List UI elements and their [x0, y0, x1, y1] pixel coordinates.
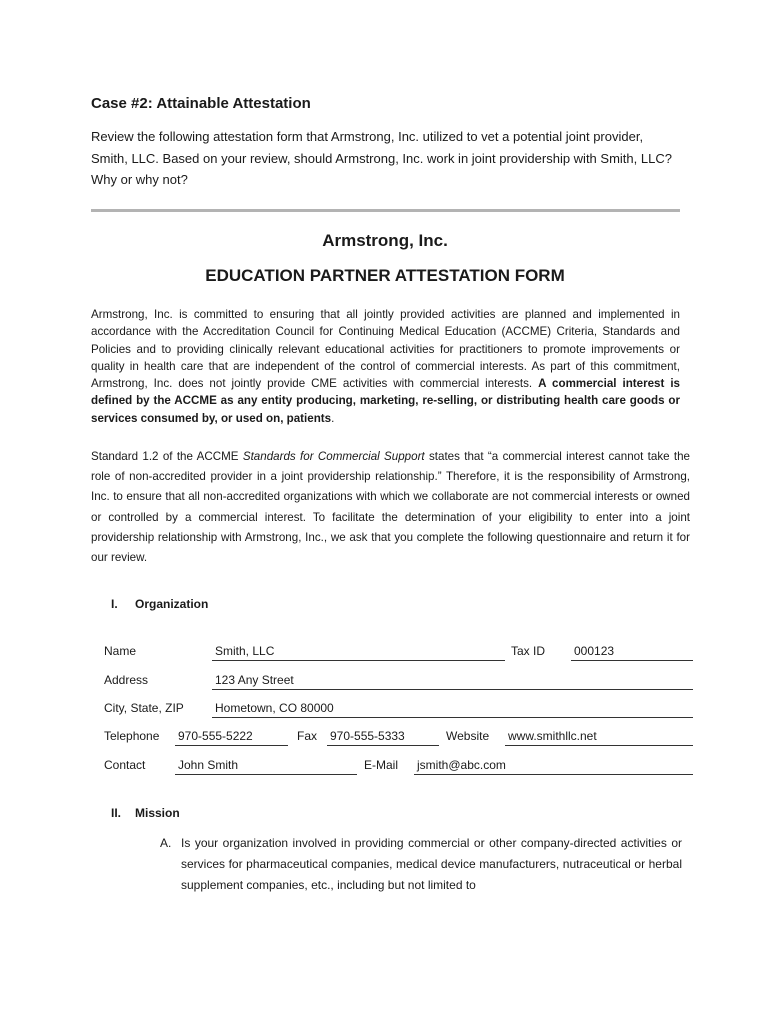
address-label: Address [104, 673, 149, 687]
divider [91, 209, 680, 212]
email-label: E-Mail [364, 758, 399, 772]
form-title: EDUCATION PARTNER ATTESTATION FORM [205, 266, 565, 285]
commercial-interest-definition: A commercial interest is defined by the ACCME as any entity producing, marketing, re-selling, or distributing health care goods or services consumed by, or used on, patients [91, 377, 680, 425]
fax-field[interactable]: 970-555-5333 [327, 729, 439, 746]
section-title: Organization [135, 597, 209, 611]
address-field[interactable]: 123 Any Street [212, 673, 693, 690]
section-number: I. [111, 597, 118, 611]
email-field[interactable]: jsmith@abc.com [414, 758, 693, 775]
case-intro: Review the following attestation form that Armstrong, Inc. utilized to vet a potential joint provider, Smith, LLC. Based on your review, should Armstrong, Inc. work in joint providership with Smith, LLC? Why or why not? [91, 129, 672, 187]
section-number: II. [111, 806, 122, 820]
standard-text-start: Standard 1.2 of the ACCME [91, 450, 243, 463]
contact-label: Contact [104, 758, 146, 772]
city-state-zip-field[interactable]: Hometown, CO 80000 [212, 701, 693, 718]
fax-label: Fax [297, 729, 318, 743]
section-title: Mission [135, 806, 180, 820]
commitment-text: Armstrong, Inc. is committed to ensuring that all jointly provided activities are planned and implemented in accordance with the Accreditation Council for Continuing Medical Education (ACCME) Criteria, Standards and Policies and to providing clinically relevant educational activities for practitioners to promote improvements or quality in health care that are independent of the control of commercial interests. As part of this commitment, Armstrong, Inc. does not jointly provide CME activities with commercial interests. [91, 308, 680, 391]
website-label: Website [446, 729, 490, 743]
standard-paragraph [91, 447, 690, 568]
company-name: Armstrong, Inc. [322, 231, 448, 250]
question-letter: A. [160, 836, 172, 850]
section-mission-heading [111, 806, 180, 820]
name-field[interactable]: Smith, LLC [212, 644, 505, 661]
section-organization-heading [111, 597, 208, 611]
commitment-end: . [331, 411, 335, 425]
website-field[interactable]: www.smithllc.net [505, 729, 693, 746]
telephone-label: Telephone [104, 729, 160, 743]
contact-field[interactable]: John Smith [175, 758, 357, 775]
question-text: Is your organization involved in providing commercial or other company-directed activities or services for pharmaceutical companies, medical device manufacturers, nutraceutical or herbal supplement companies, etc., including but not limited to [181, 836, 682, 892]
tax-id-field[interactable]: 000123 [571, 644, 693, 661]
city-state-zip-label: City, State, ZIP [104, 701, 184, 715]
telephone-field[interactable]: 970-555-5222 [175, 729, 288, 746]
name-label: Name [104, 644, 137, 658]
commitment-paragraph [91, 306, 680, 427]
standards-title: Standards for Commercial Support [242, 450, 425, 463]
standard-text-rest: states that “a commercial interest cannot take the role of non-accredited provider in a joint providership relationship.” Therefore, it is the responsibility of Armstrong, Inc. to ensure that all non-accredited organizations with which we collaborate are not commercial interests or owned or controlled by a commercial interest. To facilitate the determination of your eligibility to enter into a joint providership relationship with Armstrong, Inc., we ask that you complete the following questionnaire and return it for our review. [91, 450, 691, 565]
case-title: Case #2: Attainable Attestation [91, 95, 311, 112]
tax-id-label: Tax ID [511, 644, 546, 658]
question-a [160, 833, 682, 896]
